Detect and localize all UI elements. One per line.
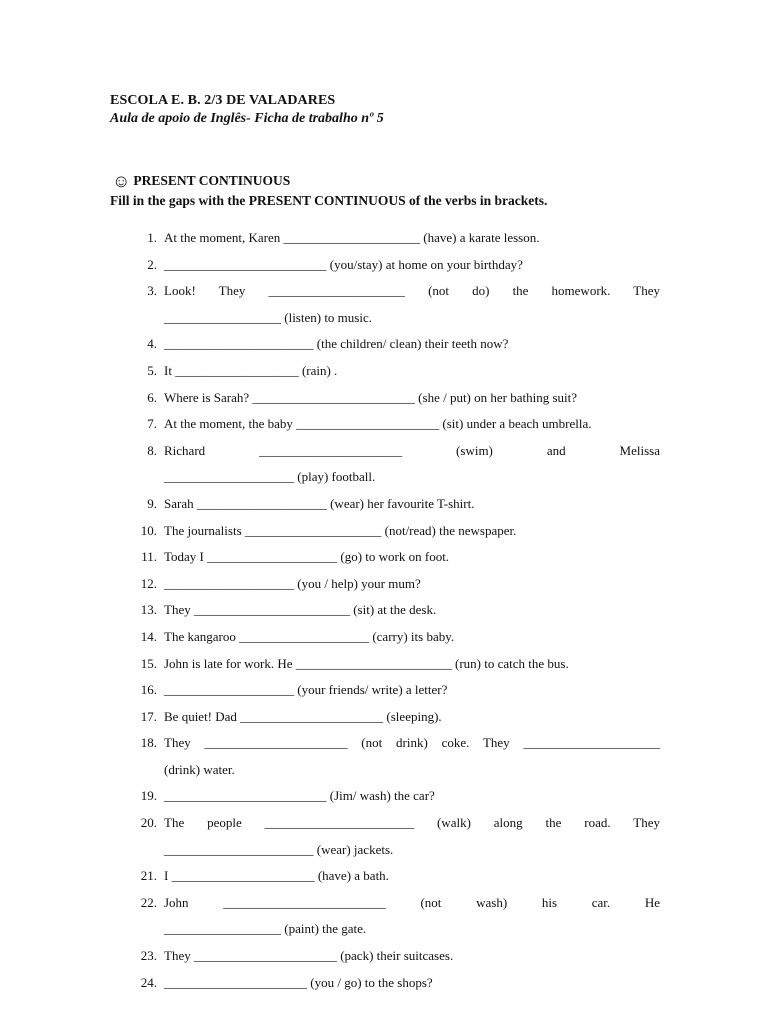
exercise-number: 23. bbox=[140, 948, 157, 964]
exercise-item bbox=[130, 388, 660, 415]
exercise-text: Sarah ____________________ (wear) her favourite T-shirt. bbox=[164, 495, 475, 511]
exercise-item bbox=[130, 654, 660, 681]
exercise-text: Today I ____________________ (go) to work on foot. bbox=[164, 549, 450, 565]
exercise-continuation bbox=[130, 840, 660, 867]
exercise-item bbox=[130, 361, 660, 388]
exercise-item bbox=[130, 600, 660, 627]
exercise-text: John is late for work. He ________________________ (run) to catch the bus. bbox=[164, 655, 569, 671]
exercise-item bbox=[130, 946, 660, 973]
exercise-item bbox=[130, 255, 660, 282]
exercise-number: 24. bbox=[140, 974, 157, 990]
exercise-text: They ______________________ (pack) their suitcases. bbox=[164, 948, 454, 964]
worksheet-subtitle: Aula de apoio de Inglês- Ficha de trabalho nº 5 bbox=[110, 111, 384, 126]
exercise-item bbox=[130, 547, 660, 574]
exercise-text: _________________________ (you/stay) at home on your birthday? bbox=[164, 256, 523, 272]
exercise-number: 20. bbox=[140, 815, 157, 831]
exercise-number: 6. bbox=[147, 389, 157, 405]
exercise-text: ______________________ (you / go) to the shops? bbox=[164, 974, 433, 990]
exercise-continuation bbox=[130, 919, 660, 946]
exercise-item bbox=[130, 680, 660, 707]
exercise-item bbox=[130, 441, 660, 468]
exercise-text-continued: ____________________ (play) football. bbox=[164, 469, 376, 485]
exercise-list bbox=[130, 228, 660, 999]
exercise-text: Look! They _____________________ (not do) the homework. They bbox=[164, 283, 660, 299]
exercise-number: 5. bbox=[147, 362, 157, 378]
exercise-text: At the moment, the baby ______________________ (sit) under a beach umbrella. bbox=[164, 416, 592, 432]
exercise-item bbox=[130, 733, 660, 760]
exercise-number: 13. bbox=[140, 602, 157, 618]
exercise-text-continued: __________________ (listen) to music. bbox=[164, 309, 372, 325]
exercise-text: The kangaroo ____________________ (carry) its baby. bbox=[164, 628, 455, 644]
exercise-text: _______________________ (the children/ clean) their teeth now? bbox=[164, 336, 509, 352]
exercise-text: Richard ______________________ (swim) and Melissa bbox=[164, 442, 660, 458]
exercise-continuation bbox=[130, 760, 660, 787]
exercise-text: At the moment, Karen _____________________ (have) a karate lesson. bbox=[164, 230, 540, 245]
exercise-item bbox=[130, 813, 660, 840]
exercise-item bbox=[130, 786, 660, 813]
exercise-number: 2. bbox=[147, 256, 157, 272]
exercise-item bbox=[130, 414, 660, 441]
exercise-item bbox=[130, 228, 660, 255]
exercise-text: The journalists _____________________ (not/read) the newspaper. bbox=[164, 522, 517, 538]
exercise-text: John _________________________ (not wash) his car. He bbox=[164, 894, 660, 910]
exercise-item bbox=[130, 334, 660, 361]
exercise-item bbox=[130, 521, 660, 548]
exercise-number: 14. bbox=[140, 628, 157, 644]
worksheet-header bbox=[110, 92, 384, 128]
exercise-text: They ______________________ (not drink) coke. They _____________________ bbox=[164, 735, 660, 751]
exercise-text-continued: (drink) water. bbox=[164, 761, 235, 777]
exercise-text: _________________________ (Jim/ wash) the car? bbox=[164, 788, 435, 804]
exercise-item bbox=[130, 973, 660, 1000]
exercise-item bbox=[130, 866, 660, 893]
exercise-number: 4. bbox=[147, 336, 157, 352]
exercise-number: 16. bbox=[140, 682, 157, 698]
section-title: PRESENT CONTINUOUS bbox=[133, 173, 291, 188]
exercise-item bbox=[130, 893, 660, 920]
exercise-number: 12. bbox=[140, 575, 157, 591]
smiley-icon: ☺ bbox=[112, 171, 131, 191]
exercise-item bbox=[130, 707, 660, 734]
exercise-text: Where is Sarah? _________________________ (she / put) on her bathing suit? bbox=[164, 389, 578, 405]
school-name: ESCOLA E. B. 2/3 DE VALADARES bbox=[110, 93, 336, 108]
exercise-item bbox=[130, 494, 660, 521]
exercise-text: The people _______________________ (walk) along the road. They bbox=[164, 815, 660, 831]
exercise-number: 8. bbox=[147, 442, 157, 458]
exercise-continuation bbox=[130, 308, 660, 335]
instructions: Fill in the gaps with the PRESENT CONTINUOUS of the verbs in brackets. bbox=[110, 193, 548, 208]
exercise-text: ____________________ (your friends/ write) a letter? bbox=[164, 682, 448, 698]
exercise-number: 22. bbox=[140, 894, 157, 910]
exercise-number: 19. bbox=[140, 788, 157, 804]
exercise-number: 3. bbox=[147, 283, 157, 299]
exercise-text: I ______________________ (have) a bath. bbox=[164, 868, 389, 884]
exercise-item bbox=[130, 574, 660, 601]
exercise-item bbox=[130, 627, 660, 654]
exercise-text: They ________________________ (sit) at the desk. bbox=[164, 602, 437, 618]
exercise-number: 17. bbox=[140, 708, 157, 724]
section-heading bbox=[112, 172, 290, 190]
exercise-continuation bbox=[130, 467, 660, 494]
exercise-number: 15. bbox=[140, 655, 157, 671]
exercise-text: ____________________ (you / help) your mum? bbox=[164, 575, 421, 591]
exercise-number: 18. bbox=[140, 735, 157, 751]
exercise-number: 1. bbox=[147, 230, 157, 245]
exercise-number: 10. bbox=[140, 522, 157, 538]
exercise-text-continued: __________________ (paint) the gate. bbox=[164, 921, 367, 937]
exercise-text: It ___________________ (rain) . bbox=[164, 362, 338, 378]
exercise-item bbox=[130, 281, 660, 308]
exercise-text: Be quiet! Dad ______________________ (sleeping). bbox=[164, 708, 442, 724]
exercise-number: 21. bbox=[140, 868, 157, 884]
exercise-text-continued: _______________________ (wear) jackets. bbox=[164, 841, 394, 857]
exercise-number: 7. bbox=[147, 416, 157, 432]
exercise-number: 9. bbox=[147, 495, 157, 511]
exercise-number: 11. bbox=[141, 549, 157, 565]
